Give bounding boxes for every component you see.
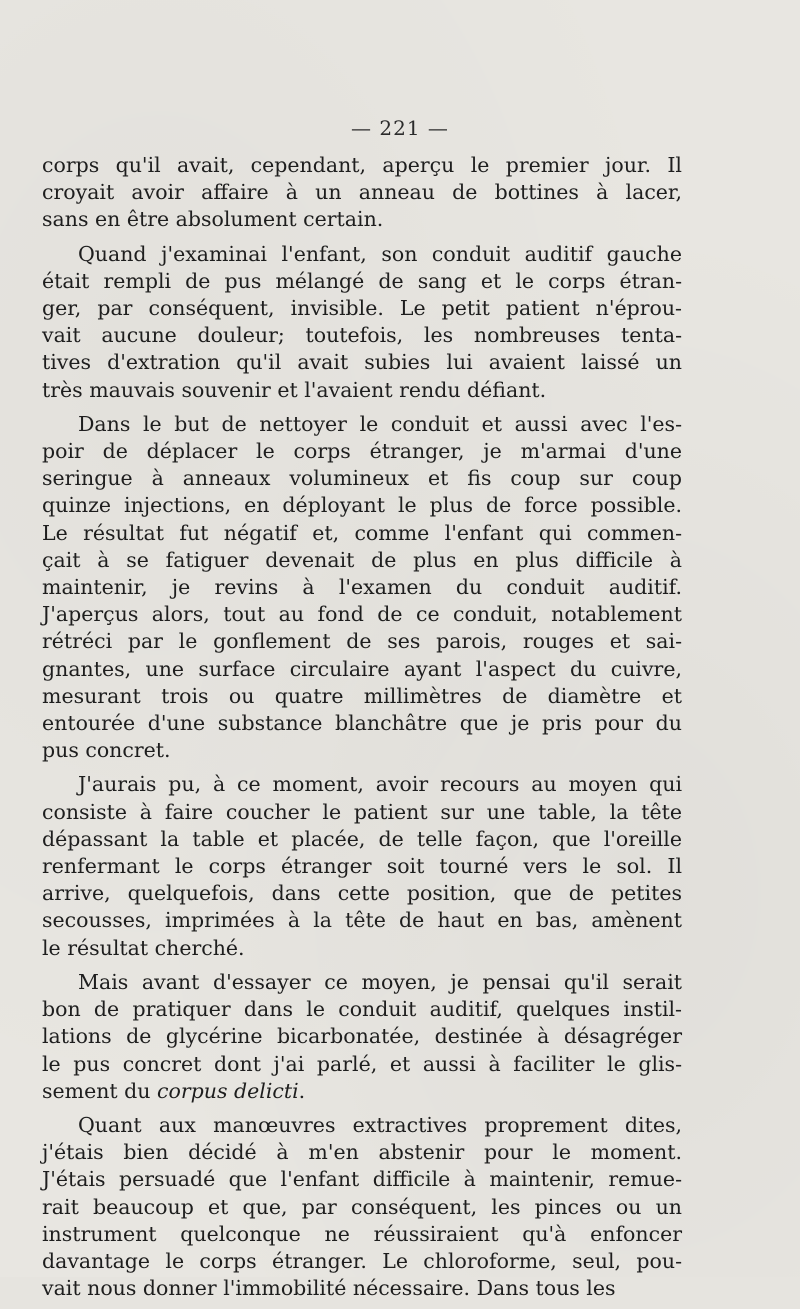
text-line: çait à se fatiguer devenait de plus en plus difficile à [42,547,682,572]
text-line: arrive, quelquefois, dans cette position, que de petites [42,881,682,906]
text-line: croyait avoir affaire à un anneau de bottines à lacer, [42,180,682,205]
paragraph [42,152,682,234]
text-line: Quant aux manœuvres extractives proprement dites, [78,1112,682,1137]
text-line: Quand j'examinai l'enfant, son conduit auditif gauche [78,241,682,266]
text-line: corps qu'il avait, cependant, aperçu le premier jour. Il [42,153,682,177]
text-line: pus concret. [42,738,171,763]
text-line: le pus concret dont j'ai parlé, et aussi à faciliter le glis- [42,1051,682,1076]
italic-term: corpus delicti [157,1078,299,1103]
text-line: vait aucune douleur; toutefois, les nombreuses tenta- [42,323,682,348]
text-line: renfermant le corps étranger soit tourné vers le sol. Il [42,854,682,879]
text-line: sans en être absolument certain. [42,207,384,232]
text-line: ger, par conséquent, invisible. Le petit patient n'éprou- [42,296,682,321]
text-line: J'étais persuadé que l'enfant difficile à maintenir, remue- [42,1167,682,1192]
text-line: Dans le but de nettoyer le conduit et aussi avec l'es- [78,411,682,436]
body-text [42,152,682,1309]
text-line: quinze injections, en déployant le plus de force possible. [42,493,682,518]
page-number: — 221 — [351,116,449,140]
text-line: J'aperçus alors, tout au fond de ce conduit, notablement [42,602,682,627]
text-line: seringue à anneaux volumineux et fis coup sur coup [42,466,682,491]
text-line: dépassant la table et placée, de telle façon, que l'oreille [42,826,682,851]
text-line: J'aurais pu, à ce moment, avoir recours au moyen qui [78,772,682,797]
text-line: Le résultat fut négatif et, comme l'enfant qui commen- [42,520,682,545]
text-fragment: . [298,1078,306,1103]
text-line: tives d'extration qu'il avait subies lui avaient laissé un [42,350,682,375]
paragraph [42,969,682,1105]
text-line: secousses, imprimées à la tête de haut en bas, amènent [42,908,682,933]
paragraph [42,241,682,404]
text-line: lations de glycérine bicarbonatée, destinée à désagréger [42,1024,682,1049]
text-line: très mauvais souvenir et l'avaient rendu défiant. [42,377,547,402]
text-line: instrument quelconque ne réussiraient qu'à enfoncer [42,1221,682,1246]
text-fragment: sement du [42,1078,158,1103]
text-line: bon de pratiquer dans le conduit auditif, quelques instil- [42,997,682,1022]
paragraph [42,411,682,765]
text-line [42,1078,682,1105]
paragraph [42,1112,682,1302]
text-line: était rempli de pus mélangé de sang et le corps étran- [42,268,682,293]
text-line: davantage le corps étranger. Le chloroforme, seul, pou- [42,1248,682,1273]
text-line: consiste à faire coucher le patient sur une table, la tête [42,799,682,824]
text-line: rait beaucoup et que, par conséquent, les pinces ou un [42,1194,682,1219]
text-line: mesurant trois ou quatre millimètres de diamètre et [42,683,682,708]
text-line: maintenir, je revins à l'examen du conduit auditif. [42,575,682,600]
text-line: poir de déplacer le corps étranger, je m'armai d'une [42,439,682,464]
paragraph [42,771,682,961]
text-line: le résultat cherché. [42,935,245,960]
text-line: gnantes, une surface circulaire ayant l'aspect du cuivre, [42,656,682,681]
text-line: Mais avant d'essayer ce moyen, je pensai qu'il serait [78,969,682,994]
text-line: vait nous donner l'immobilité nécessaire. Dans tous les [42,1276,616,1301]
text-line: entourée d'une substance blanchâtre que je pris pour du [42,711,682,736]
text-line: rétréci par le gonflement de ses parois, rouges et sai- [42,629,682,654]
text-line: j'étais bien décidé à m'en abstenir pour le moment. [42,1140,682,1165]
